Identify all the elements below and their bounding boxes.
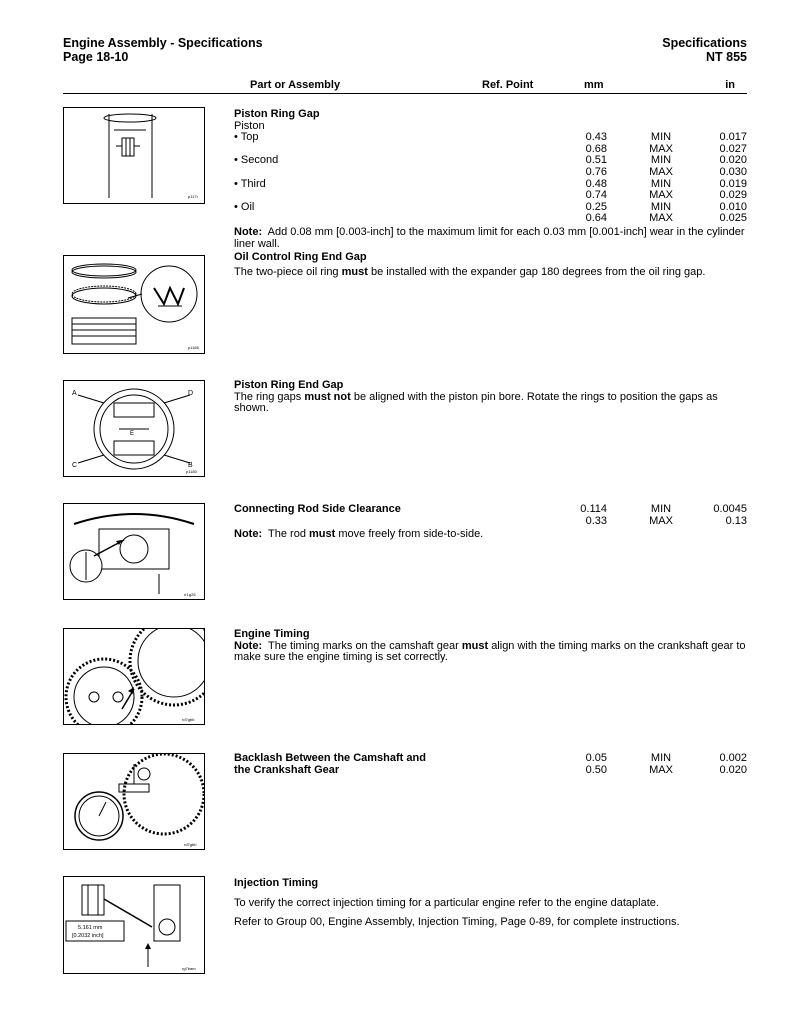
spec-row: 0.64 MAX 0.025 [585, 212, 747, 225]
page-header-left [63, 36, 263, 64]
section-injection-timing [234, 878, 747, 929]
col-mm: mm [584, 79, 604, 91]
page-header-right [662, 36, 747, 64]
section-title: Connecting Rod Side Clearance [234, 503, 401, 515]
spec-row: 0.68 MAX 0.027 [585, 142, 747, 155]
section-ring-end-gap [234, 380, 747, 415]
section-engine-timing [234, 629, 747, 664]
figure-engine-timing [63, 628, 205, 725]
section-title: Piston Ring Gap [234, 108, 320, 120]
piston-ring-gap-illustration [64, 108, 204, 203]
section-subtitle: Piston [234, 119, 265, 132]
col-in: in [725, 79, 735, 91]
figure-code: p117r [188, 194, 198, 199]
figure-ring-end-gap [63, 380, 205, 477]
paragraph: To verify the correct injection timing for a particular engine refer to the engine dataplate. [234, 896, 659, 909]
note: Note: The rod must move freely from side-to-side. [234, 528, 484, 541]
dial-indicator-illustration [64, 754, 204, 849]
spec-row: Backlash Between the Camshaft and 0.05 MIN 0.002 [234, 752, 747, 764]
figure-backlash [63, 753, 205, 850]
spec-row: • Second 0.51 MIN 0.020 [234, 154, 747, 167]
page-number: Page 18-10 [63, 50, 129, 64]
spec-row: 0.76 MAX 0.030 [585, 165, 747, 178]
figure-injection-timing [63, 876, 205, 974]
figure-code: rd7gbb [182, 717, 195, 722]
figure-code: rr1g26 [184, 592, 196, 597]
label-b: B [188, 462, 193, 469]
spec-row: • Oil 0.25 MIN 0.010 [234, 200, 747, 213]
spec-row: • Top 0.43 MIN 0.017 [234, 131, 747, 144]
figure-mm: 5.161 mm [78, 925, 103, 931]
label-d: D [188, 390, 194, 397]
section-backlash [234, 753, 747, 776]
paragraph: Refer to Group 00, Engine Assembly, Injection Timing, Page 0-89, for complete instructions. [234, 916, 680, 929]
timing-gears-illustration [64, 629, 204, 724]
spec-row: 0.74 MAX 0.029 [585, 189, 747, 202]
figure-code: p1180 [186, 469, 197, 474]
section-text: The ring gaps must not be aligned with the piston pin bore. Rotate the rings to position the gaps as shown. [234, 390, 718, 415]
note: Note: The timing marks on the camshaft gear must align with the timing marks on the crankshaft gear to make sure the engine timing is set correctly. [234, 639, 746, 664]
col-part: Part or Assembly [250, 79, 341, 91]
connecting-rod-illustration [64, 504, 204, 599]
note-label: Note: [234, 225, 263, 238]
col-ref: Ref. Point [482, 79, 534, 91]
section-title: Oil Control Ring End Gap [234, 251, 367, 264]
divider [63, 93, 747, 94]
spec-row: the Crankshaft Gear 0.50 MAX 0.020 [234, 763, 747, 776]
figure-code: rd7gbb [184, 842, 197, 847]
section-title-line2: the Crankshaft Gear [234, 763, 340, 776]
label-e: E [130, 431, 135, 437]
section-piston-ring-gap [234, 109, 747, 278]
section-rod-clearance [234, 504, 747, 541]
section-title: Backlash Between the Camshaft and [234, 752, 426, 764]
spec-row: Connecting Rod Side Clearance 0.114 MIN 0.0045 [234, 503, 747, 515]
column-header [232, 78, 747, 94]
figure-code: rg7bam [182, 966, 196, 971]
section-text: The two-piece oil ring must be installed with the expander gap 180 degrees from the oil ring gap. [234, 265, 706, 278]
spec-row: • Third 0.48 MIN 0.019 [234, 177, 747, 190]
figure-piston-ring-gap [63, 107, 205, 204]
ring-gap-positions-illustration [64, 381, 204, 476]
label-a: A [72, 390, 77, 397]
note [234, 227, 747, 250]
figure-inch: [0.2032 inch] [72, 933, 104, 939]
injection-timing-illustration [64, 877, 204, 973]
document-title: Engine Assembly - Specifications [63, 36, 263, 50]
figure-code: p1166 [188, 345, 199, 350]
spec-row: 0.33 MAX 0.13 [585, 514, 747, 527]
section-title: Specifications [662, 36, 747, 50]
note-text: Add 0.08 mm [0.003-inch] to the maximum limit for each 0.03 mm [0.001-inch] wear in the cylinder liner wall. [234, 225, 745, 250]
section-title: Engine Timing [234, 628, 310, 640]
figure-oil-control-ring [63, 255, 205, 354]
label-c: C [72, 462, 78, 469]
section-title: Piston Ring End Gap [234, 379, 344, 391]
figure-connecting-rod [63, 503, 205, 600]
oil-ring-illustration [64, 256, 204, 353]
section-title: Injection Timing [234, 877, 319, 889]
engine-model: NT 855 [706, 50, 747, 64]
